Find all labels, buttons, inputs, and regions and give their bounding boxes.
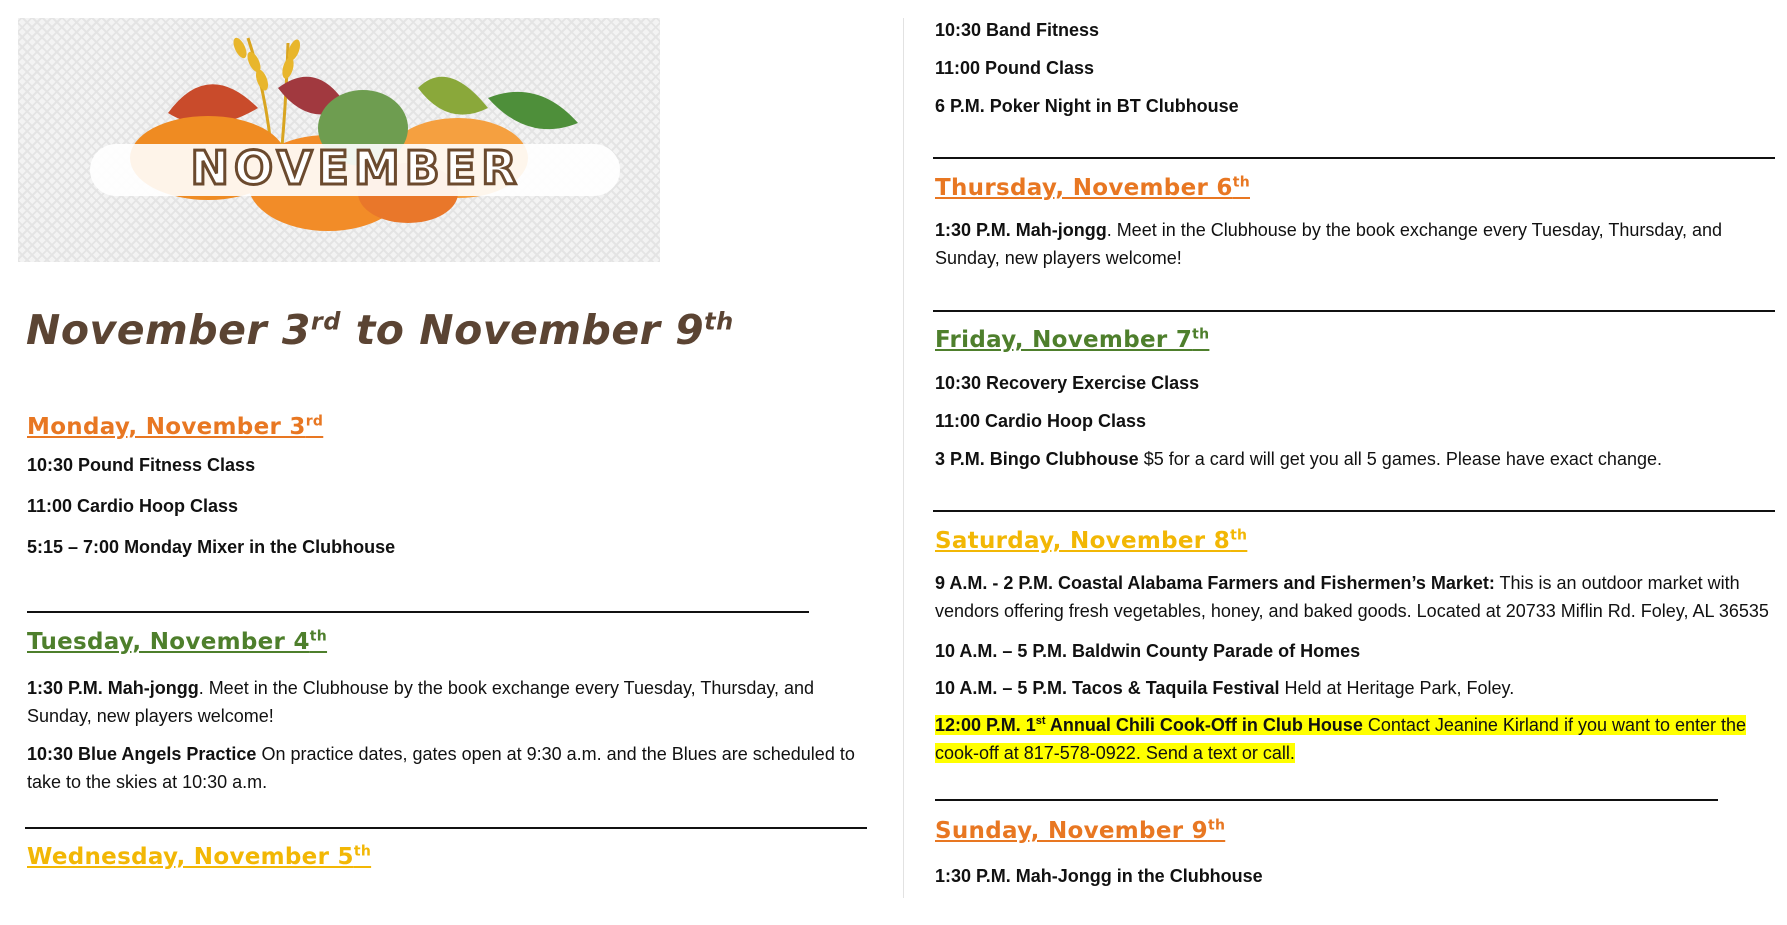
section-rule	[27, 611, 809, 613]
event-monday-3: 5:15 – 7:00 Monday Mixer in the Clubhouse	[27, 537, 396, 557]
event-monday-2: 11:00 Cardio Hoop Class	[27, 496, 239, 516]
section-rule	[25, 827, 867, 829]
event-tuesday-1: 1:30 P.M. Mah-jongg. Meet in the Clubhouse by the book exchange every Tuesday, Thursday, and Sunday, new players welcome!	[27, 678, 815, 726]
left-column	[0, 0, 880, 925]
event-tuesday-2: 10:30 Blue Angels Practice On practice dates, gates open at 9:30 a.m. and the Blues are scheduled to take to the skies at 10:30 a.m.	[27, 744, 855, 792]
day-heading-thursday: Thursday, November 6th	[935, 174, 1250, 201]
section-rule	[935, 799, 1718, 801]
day-heading-friday: Friday, November 7th	[935, 326, 1210, 353]
day-heading-monday: Monday, November 3rd	[27, 413, 324, 440]
day-heading-sunday: Sunday, November 9th	[935, 817, 1226, 844]
event-thursday-1: 1:30 P.M. Mah-jongg. Meet in the Clubhouse by the book exchange every Tuesday, Thursday, and Sunday, new players welcome!	[935, 220, 1723, 268]
section-rule	[933, 157, 1775, 159]
event-sunday-1: 1:30 P.M. Mah-Jongg in the Clubhouse	[935, 866, 1263, 886]
column-divider	[903, 18, 904, 898]
section-rule	[933, 310, 1775, 312]
day-heading-saturday: Saturday, November 8th	[935, 527, 1248, 554]
event-friday-2: 11:00 Cardio Hoop Class	[935, 411, 1147, 431]
page-title: November 3rd to November 9th	[26, 306, 734, 354]
pumpkin-leaves-illustration	[18, 18, 660, 262]
event-wednesday-3: 6 P.M. Poker Night in BT Clubhouse	[935, 96, 1239, 116]
section-rule	[933, 510, 1775, 512]
event-friday-1: 10:30 Recovery Exercise Class	[935, 373, 1200, 393]
event-wednesday-2: 11:00 Pound Class	[935, 58, 1095, 78]
november-banner	[18, 18, 660, 262]
event-wednesday-1: 10:30 Band Fitness	[935, 20, 1100, 40]
event-friday-3: 3 P.M. Bingo Clubhouse $5 for a card will get you all 5 games. Please have exact change.	[935, 449, 1662, 469]
event-saturday-1: 9 A.M. - 2 P.M. Coastal Alabama Farmers and Fishermen’s Market: This is an outdoor market with vendors offering fresh vegetables, honey, and baked goods. Located at 20733 Miflin Rd. Foley, AL 36535	[935, 573, 1769, 621]
event-saturday-3: 10 A.M. – 5 P.M. Tacos & Taquila Festival Held at Heritage Park, Foley.	[935, 678, 1515, 698]
day-heading-tuesday: Tuesday, November 4th	[27, 628, 328, 655]
event-saturday-4: 12:00 P.M. 1st Annual Chili Cook-Off in Club House Contact Jeanine Kirland if you want to enter the cook-off at 817-578-0922. Send a text or call.	[935, 715, 1747, 763]
event-monday-1: 10:30 Pound Fitness Class	[27, 455, 256, 475]
event-saturday-2: 10 A.M. – 5 P.M. Baldwin County Parade of Homes	[935, 641, 1361, 661]
banner-word: NOVEMBER	[190, 141, 522, 195]
day-heading-wednesday: Wednesday, November 5th	[27, 843, 372, 870]
